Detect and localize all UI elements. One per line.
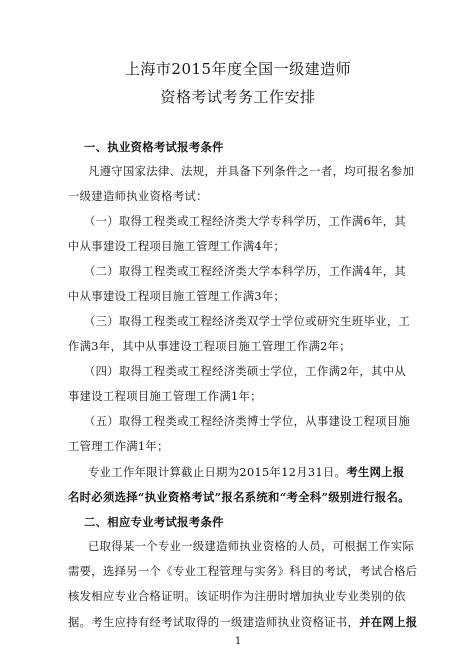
paragraph-line: 一级建造师执业资格考试： xyxy=(68,190,208,203)
deadline-text: 专业工作年限计算截止日期为2015年12月31日。 xyxy=(88,466,347,479)
emphasis-text: 考生网上报 xyxy=(346,465,405,479)
document-title-line-2: 资格考试考务工作安排 xyxy=(160,88,316,106)
paragraph-text: 据。考生应持有经考试取得的一级建造师执业资格证书， xyxy=(68,616,360,629)
condition-item-5: （五）取得工程类或工程经济类博士学位，从事建设工程项目施 xyxy=(84,415,411,428)
emphasis-line: 名时必须选择“执业资格考试”报名系统和“考全科”级别进行报名。 xyxy=(68,490,410,504)
paragraph-line xyxy=(68,615,417,630)
document-title-line-1: 上海市2015年度全国一级建造师 xyxy=(124,60,352,78)
emphasis-text: 并在网上报 xyxy=(359,615,418,629)
section-heading-2: 二、相应专业考试报考条件 xyxy=(84,515,224,529)
page-number: 1 xyxy=(234,636,242,647)
condition-item-1-cont: 中从事建设工程项目施工管理工作满4年； xyxy=(68,240,286,253)
condition-item-2: （二）取得工程类或工程经济类大学本科学历，工作满4年，其 xyxy=(84,265,407,278)
condition-item-3: （三）取得工程类或工程经济类双学士学位或研究生班毕业，工 xyxy=(84,315,411,328)
condition-item-2-cont: 中从事建设工程项目施工管理工作满3年； xyxy=(68,290,286,303)
section-heading-1: 一、执业资格考试报考条件 xyxy=(84,140,224,154)
condition-item-1: （一）取得工程类或工程经济类大学专科学历，工作满6年，其 xyxy=(84,215,407,228)
condition-item-3-cont: 作满3年，其中从事建设工程项目施工管理工作满2年； xyxy=(68,340,351,353)
paragraph-line: 核发相应专业合格证明。该证明作为注册时增加执业专业类别的依 xyxy=(68,590,406,603)
condition-item-4: （四）取得工程类或工程经济类硕士学位，工作满2年，其中从 xyxy=(84,365,407,378)
condition-item-5-cont: 工管理工作满1年； xyxy=(68,440,169,453)
condition-item-4-cont: 事建设工程项目施工管理工作满1年； xyxy=(68,390,262,403)
paragraph-line xyxy=(88,465,405,480)
paragraph-line: 需要，选择另一个《专业工程管理与实务》科目的考试，考试合格后 xyxy=(68,565,418,578)
paragraph-line: 已取得某一个专业一级建造师执业资格的人员，可根据工作实际 xyxy=(88,540,415,553)
paragraph-line: 凡遵守国家法律、法规，并具备下列条件之一者，均可报名参加 xyxy=(88,165,415,178)
